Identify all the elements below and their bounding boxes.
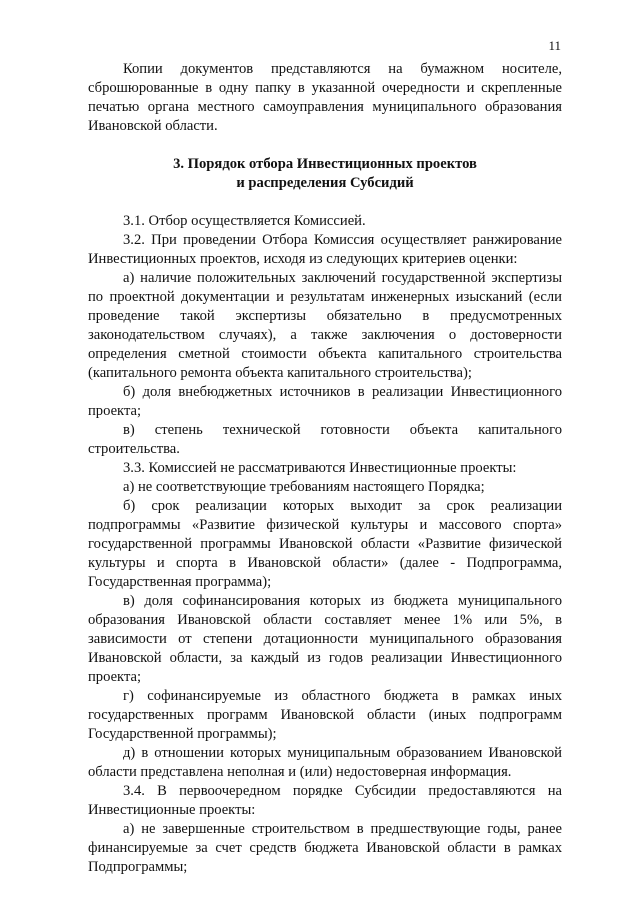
- paragraph-3-4: 3.4. В первоочередном порядке Субсидии предоставляются на Инвестиционные проекты:: [88, 783, 562, 818]
- section-title-line-2: и распределения Субсидий: [236, 175, 414, 191]
- paragraph-3-1: 3.1. Отбор осуществляется Комиссией.: [123, 213, 366, 229]
- paragraph-3-3-b: б) срок реализации которых выходит за срок реализации подпрограммы «Развитие физической культуры и массового спорта» государственной программы Ивановской области «Развитие физической культуры и спорта в Ивановской области» (далее - Подпрограмма, Государственная программа);: [88, 498, 562, 590]
- paragraph-3-2: 3.2. При проведении Отбора Комиссия осуществляет ранжирование Инвестиционных проектов, исходя из следующих критериев оценки:: [88, 232, 562, 267]
- paragraph-3-3-a: а) не соответствующие требованиям настоящего Порядка;: [123, 479, 485, 495]
- paragraph-3-2-v: в) степень технической готовности объекта капитального строительства.: [88, 422, 562, 457]
- paragraph-3-3-v: в) доля софинансирования которых из бюджета муниципального образования Ивановской области составляет менее 1% или 5%, в зависимости от степени дотационности муниципального образования Ивановской области, за каждый из годов реализации Инвестиционного проекта;: [88, 593, 562, 685]
- paragraph-3-4-a: а) не завершенные строительством в предшествующие годы, ранее финансируемые за счет средств бюджета Ивановской области в рамках Подпрограммы;: [88, 821, 562, 875]
- paragraph-3-3-g: г) софинансируемые из областного бюджета в рамках иных государственных программ Ивановской области (иных подпрограмм Государственной программы);: [88, 688, 562, 742]
- section-title-line-1: 3. Порядок отбора Инвестиционных проектов: [173, 156, 477, 172]
- paragraph-3-2-b: б) доля внебюджетных источников в реализации Инвестиционного проекта;: [88, 384, 562, 419]
- paragraph-3-3: 3.3. Комиссией не рассматриваются Инвестиционные проекты:: [123, 460, 517, 476]
- section-heading: [88, 155, 562, 193]
- paragraph-3-2-a: а) наличие положительных заключений государственной экспертизы по проектной документации и результатам инженерных изысканий (если проведение такой экспертизы обязательно в предусмотренных законодательством случаях), а также заключения о достоверности определения сметной стоимости объекта капитального строительства (капитального ремонта объекта капитального строительства);: [88, 270, 562, 381]
- paragraph-copies-of-documents: Копии документов представляются на бумажном носителе, сброшюрованные в одну папку в указанной очередности и скрепленные печатью органа местного самоуправления муниципального образования Ивановской области.: [88, 61, 562, 134]
- paragraph-3-3-d: д) в отношении которых муниципальным образованием Ивановской области представлена неполная и (или) недостоверная информация.: [88, 745, 562, 780]
- page-number: 11: [548, 38, 561, 53]
- document-body: [88, 60, 562, 877]
